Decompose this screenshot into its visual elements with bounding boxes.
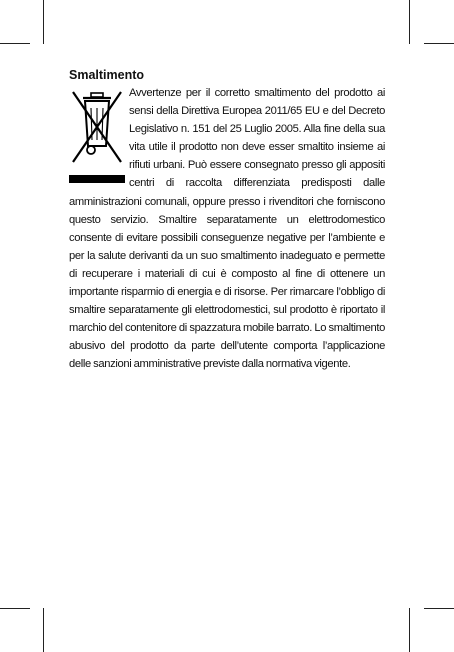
disposal-section [69, 68, 385, 374]
crop-mark-top-left-vertical [43, 0, 44, 44]
section-title: Smaltimento [69, 68, 145, 82]
crop-mark-top-right-horizontal [424, 43, 454, 44]
crossed-out-wheeled-bin-icon [69, 84, 125, 184]
crop-mark-top-right-vertical [409, 0, 410, 44]
crop-mark-top-left-horizontal [0, 43, 30, 44]
disposal-paragraph: Avvertenze per il corretto smaltimento del prodotto ai sensi della Direttiva Europea 2011/65 EU e del Decreto Legislativo n. 151 del 25 Luglio 2005. Alla fine della sua vita utile il prodotto non deve esser smaltito insieme ai rifiuti urbani. Può essere consegnato presso gli appositi centri di raccolta differenziata predisposti dalle amministrazioni comunali, oppure presso i rivenditori che forniscono questo servizio. Smaltire separatamente un elettrodomestico consente di evitare possibili conseguenze negative per l’ambiente e per la salute derivanti da un suo smaltimento inadeguato e permette di recuperare i materiali di cui è composto al fine di ottenere un importante risparmio di energia e di risorse. Per rimarcare l’obbligo di smaltire separatamente gli elettrodomestici, sul prodotto è riportato il marchio del contenitore di spazzatura mobile barrato. Lo smaltimento abusivo del prodotto da parte dell’utente comporta l’applicazione delle sanzioni amministrative previste dalla normativa vigente. [69, 87, 385, 371]
crop-mark-bottom-right-vertical [409, 608, 410, 652]
crop-mark-bottom-right-horizontal [424, 608, 454, 609]
crop-mark-bottom-left-horizontal [0, 608, 30, 609]
weee-underline-bar [69, 175, 125, 183]
crop-mark-bottom-left-vertical [43, 608, 44, 652]
